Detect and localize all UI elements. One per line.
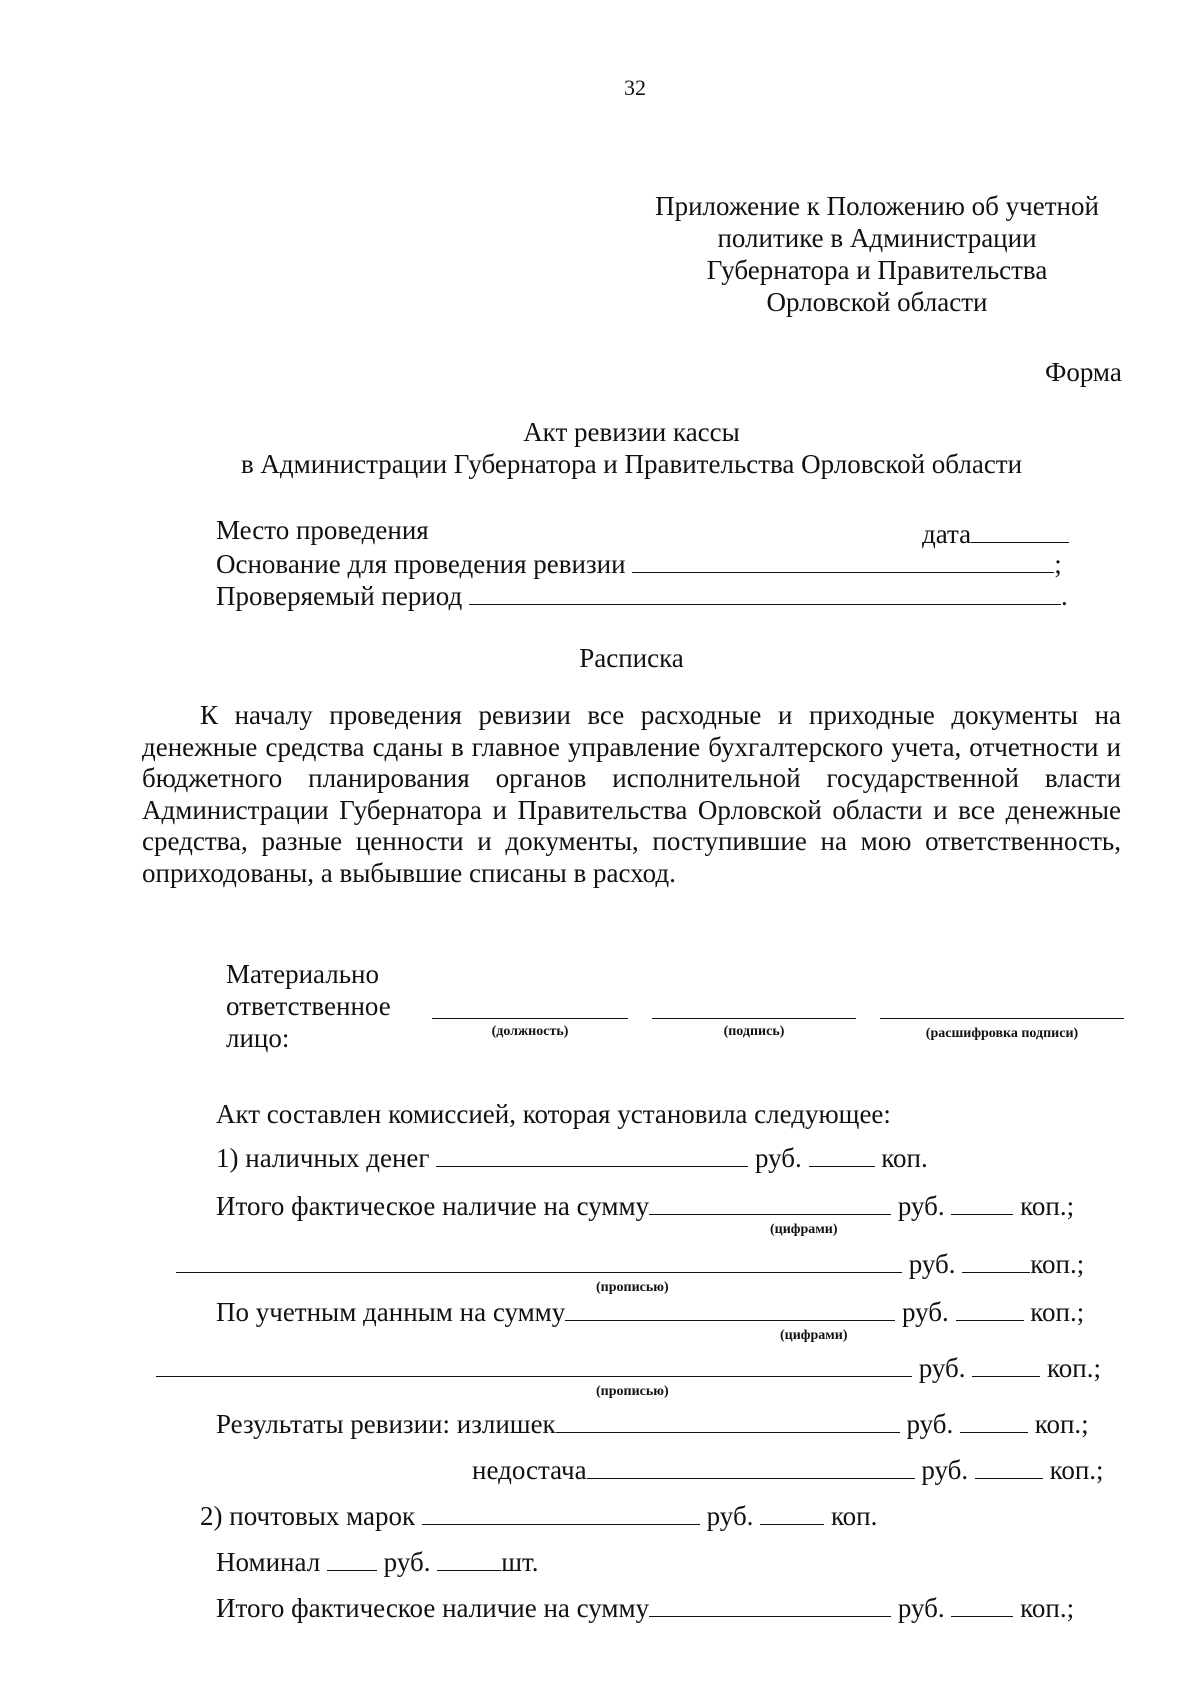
shortage-kop-label: коп.; <box>1049 1455 1104 1485</box>
records-figures-blank[interactable] <box>565 1296 895 1321</box>
period-field[interactable] <box>216 580 1068 612</box>
records-label: По учетным данным на сумму <box>216 1297 566 1327</box>
shortage-label: недостача <box>472 1455 587 1485</box>
basis-field[interactable] <box>216 548 1062 580</box>
surplus-row[interactable] <box>216 1408 1089 1440</box>
responsible-line-2: ответственное <box>226 991 391 1021</box>
period-end: . <box>1061 581 1068 611</box>
records-kop-label: коп.; <box>1030 1297 1085 1327</box>
date-label: дата <box>922 519 972 549</box>
form-label: Форма <box>1045 357 1122 387</box>
responsible-line-1: Материально <box>226 959 379 989</box>
stamps-kop-blank[interactable] <box>760 1500 824 1525</box>
actual-total-figures-blank[interactable] <box>649 1190 891 1215</box>
shortage-row[interactable] <box>472 1454 1104 1486</box>
decoding-blank[interactable] <box>880 1018 1124 1019</box>
surplus-kop-blank[interactable] <box>960 1408 1028 1433</box>
basis-end: ; <box>1054 549 1062 579</box>
appendix-line-2: политике в Администрации <box>717 223 1037 253</box>
appendix-line-3: Губернатора и Правительства <box>706 255 1048 285</box>
nominal-rub-blank[interactable] <box>327 1546 377 1571</box>
records-figures-caption: (цифрами) <box>780 1328 848 1343</box>
actual-total-kop-blank[interactable] <box>951 1190 1013 1215</box>
date-field[interactable] <box>922 518 1069 550</box>
basis-label: Основание для проведения ревизии <box>216 549 626 579</box>
actual-total-words-kop-blank[interactable] <box>962 1248 1030 1273</box>
period-blank[interactable] <box>469 580 1061 605</box>
receipt-text: К началу проведения ревизии все расходные и приходные документы на денежные средства сданы в главное управление бухгалтерского учета, отчетности и бюджетного планирования органов исполнительной государственной власти Администрации Губернатора и Правительства Орловской области и все денежные средства, разные ценности и документы, поступившие на мою ответственность, оприходованы, а выбывшие списаны в расход. <box>142 700 1121 888</box>
shortage-rub-label: руб. <box>921 1455 969 1485</box>
responsible-line-3: лицо: <box>226 1023 290 1053</box>
signature-blank[interactable] <box>652 1018 856 1019</box>
actual-total-row[interactable] <box>216 1190 1074 1222</box>
results-label: Результаты ревизии: излишек <box>216 1409 556 1439</box>
actual-total-label: Итого фактическое наличие на сумму <box>216 1191 650 1221</box>
actual-total-words-blank[interactable] <box>176 1248 902 1273</box>
cash-kop-blank[interactable] <box>809 1142 875 1167</box>
records-row[interactable] <box>216 1296 1084 1328</box>
nominal-rub-label: руб. <box>383 1547 431 1577</box>
basis-blank[interactable] <box>632 548 1054 573</box>
actual-total-words-rub: руб. <box>908 1249 956 1279</box>
decoding-caption: (расшифровка подписи) <box>925 1026 1079 1041</box>
stamps-total-kop-blank[interactable] <box>951 1592 1013 1617</box>
appendix-line-1: Приложение к Положению об учетной <box>655 191 1099 221</box>
records-words-kop-blank[interactable] <box>972 1352 1040 1377</box>
title-line-1: Акт ревизии кассы <box>523 417 740 447</box>
nominal-row[interactable] <box>216 1546 539 1578</box>
surplus-rub-blank[interactable] <box>556 1408 900 1433</box>
stamps-total-label: Итого фактическое наличие на сумму <box>216 1593 650 1623</box>
actual-total-words-caption: (прописью) <box>596 1280 669 1295</box>
date-blank[interactable] <box>971 518 1069 543</box>
period-label: Проверяемый период <box>216 581 463 611</box>
actual-total-figures-caption: (цифрами) <box>770 1222 838 1237</box>
stamps-label: 2) почтовых марок <box>200 1501 416 1531</box>
stamps-total-blank[interactable] <box>649 1592 891 1617</box>
nominal-pcs-label: шт. <box>501 1547 539 1577</box>
nominal-label: Номинал <box>216 1547 321 1577</box>
records-kop-blank[interactable] <box>956 1296 1024 1321</box>
actual-total-words-kop: коп.; <box>1030 1249 1085 1279</box>
actual-total-rub-label: руб. <box>897 1191 945 1221</box>
receipt-title: Расписка <box>579 643 684 673</box>
place-label: Место проведения <box>216 515 429 545</box>
stamps-total-kop-label: коп.; <box>1020 1593 1075 1623</box>
stamps-total-rub-label: руб. <box>897 1593 945 1623</box>
actual-total-kop-label: коп.; <box>1020 1191 1075 1221</box>
surplus-kop-label: коп.; <box>1034 1409 1089 1439</box>
records-words-blank[interactable] <box>156 1352 912 1377</box>
shortage-rub-blank[interactable] <box>587 1454 915 1479</box>
records-words-rub: руб. <box>918 1353 966 1383</box>
actual-total-words-row[interactable] <box>176 1248 1084 1280</box>
cash-rub-label: руб. <box>754 1143 802 1173</box>
title-line-2: в Администрации Губернатора и Правительства Орловской области <box>240 449 1023 479</box>
signature-caption: (подпись) <box>723 1024 785 1039</box>
surplus-rub-label: руб. <box>906 1409 954 1439</box>
cash-label: 1) наличных денег <box>216 1143 430 1173</box>
records-words-kop: коп.; <box>1047 1353 1101 1383</box>
cash-row[interactable] <box>216 1142 928 1174</box>
position-caption: (должность) <box>491 1024 569 1039</box>
appendix-line-4: Орловской области <box>766 287 988 317</box>
stamps-kop-label: коп. <box>830 1501 878 1531</box>
nominal-pcs-blank[interactable] <box>437 1546 501 1571</box>
stamps-rub-label: руб. <box>706 1501 754 1531</box>
cash-kop-label: коп. <box>881 1143 928 1173</box>
shortage-kop-blank[interactable] <box>975 1454 1043 1479</box>
stamps-total-row[interactable] <box>216 1592 1074 1624</box>
records-words-caption: (прописью) <box>596 1384 669 1399</box>
records-rub-label: руб. <box>902 1297 949 1327</box>
records-words-row[interactable] <box>156 1352 1101 1384</box>
cash-rub-blank[interactable] <box>436 1142 748 1167</box>
stamps-row[interactable] <box>200 1500 877 1532</box>
page-number: 32 <box>624 75 646 100</box>
position-blank[interactable] <box>432 1018 628 1019</box>
stamps-rub-blank[interactable] <box>422 1500 700 1525</box>
commission-intro: Акт составлен комиссией, которая установила следующее: <box>216 1099 891 1129</box>
